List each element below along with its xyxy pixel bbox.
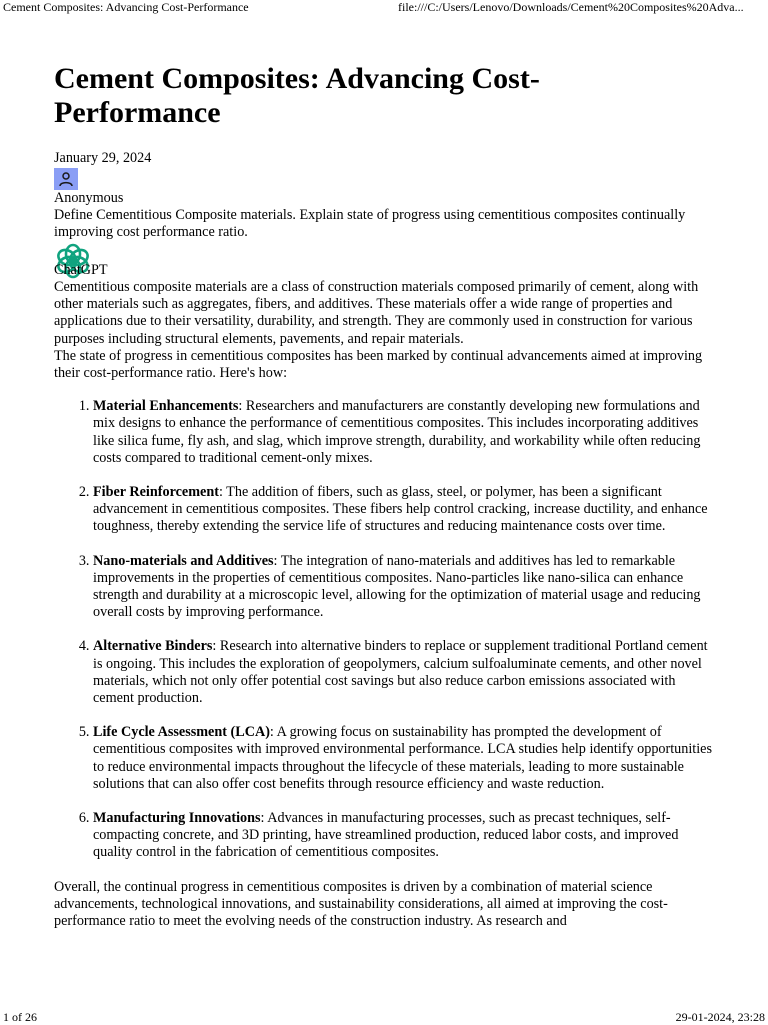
intro-paragraph: Cementitious composite materials are a class of construction materials composed primarily of cement, along with other materials such as aggregates, fibers, and additives. These materials offer a wide range of properties and applications due to their versatility, durability, and strength. They are commonly used in construction for various purposes including structural elements, pavements, and repair materials. — [54, 279, 699, 347]
list-item — [93, 398, 716, 467]
list-item-heading: Fiber Reinforcement — [93, 484, 219, 501]
list-item — [93, 553, 716, 622]
document-content — [54, 62, 716, 930]
user-avatar — [54, 168, 78, 190]
list-item — [93, 638, 716, 707]
list-item — [93, 484, 716, 536]
print-header-url: file:///C:/Users/Lenovo/Downloads/Cement%20Composites%20Adva... — [398, 0, 744, 14]
print-footer-page: 1 of 26 — [3, 1010, 37, 1024]
print-footer-datetime: 29-01-2024, 23:28 — [675, 1010, 765, 1024]
page-title: Cement Composites: Advancing Cost-Performance — [54, 62, 540, 129]
list-item-heading: Alternative Binders — [93, 638, 213, 655]
list-item-heading: Nano-materials and Additives — [93, 552, 274, 569]
assistant-header — [54, 241, 716, 279]
list-item-text: : Advances in manufacturing processes, such as precast techniques, self-compacting concrete, and 3D printing, have streamlined production, reduced labor costs, and improved quality control in the fabrication of cementitious composites. — [93, 810, 679, 861]
list-item-text: : The integration of nano-materials and additives has led to remarkable improvements in the properties of cementitious composites. Nano-particles like nano-silica can enhance strength and durability at a microscopic level, allowing for the optimization of material usage and reducing overall costs by improving performance. — [93, 552, 701, 621]
conversation-date: January 29, 2024 — [54, 150, 152, 166]
progress-intro-paragraph: The state of progress in cementitious composites has been marked by continual advancements aimed at improving their cost-performance ratio. Here's how: — [54, 347, 703, 382]
list-item-text: : Research into alternative binders to replace or supplement traditional Portland cement is ongoing. This includes the exploration of geopolymers, calcium sulfoaluminate cements, and other novel materials, which not only offer potential cost savings but also reduce carbon emissions associated with cement production. — [93, 638, 708, 707]
list-item-text: : The addition of fibers, such as glass, steel, or polymer, has been a significant advancement in cementitious composites. These fibers help control cracking, increase ductility, and enhance toughness, thereby extending the service life of structures and reducing maintenance costs over time. — [93, 484, 708, 535]
list-item — [93, 724, 716, 793]
list-item-heading: Manufacturing Innovations — [93, 810, 261, 827]
author-name: Anonymous — [54, 190, 124, 206]
list-item — [93, 810, 716, 862]
list-item-heading: Life Cycle Assessment (LCA) — [93, 724, 270, 741]
advancements-list — [54, 398, 716, 861]
list-item-text: : A growing focus on sustainability has prompted the development of cementitious composites with improved environmental performance. LCA studies help identify opportunities to reduce environmental impacts throughout the lifecycle of these materials, leading to more sustainable solutions that can also offer cost benefits through resource efficiency and waste reduction. — [93, 724, 712, 792]
assistant-name: ChatGPT — [54, 262, 108, 278]
conclusion-paragraph: Overall, the continual progress in cementitious composites is driven by a combination of material science advancements, technological innovations, and sustainability considerations, all aimed at improving the cost-performance ratio to meet the evolving needs of the construction industry. As research and — [54, 878, 668, 930]
user-icon — [58, 171, 74, 187]
list-item-heading: Material Enhancements — [93, 398, 239, 415]
list-item-text: : Researchers and manufacturers are constantly developing new formulations and mix designs to enhance the performance of cementitious composites. This includes incorporating additives like silica fume, fly ash, and slag, which improve strength, durability, and workability while often reducing costs compared to traditional cement-only mixes. — [93, 398, 701, 466]
user-question: Define Cementitious Composite materials. Explain state of progress using cementitious composites continually improving cost performance ratio. — [54, 207, 686, 240]
print-header-title: Cement Composites: Advancing Cost-Performance — [3, 0, 249, 14]
